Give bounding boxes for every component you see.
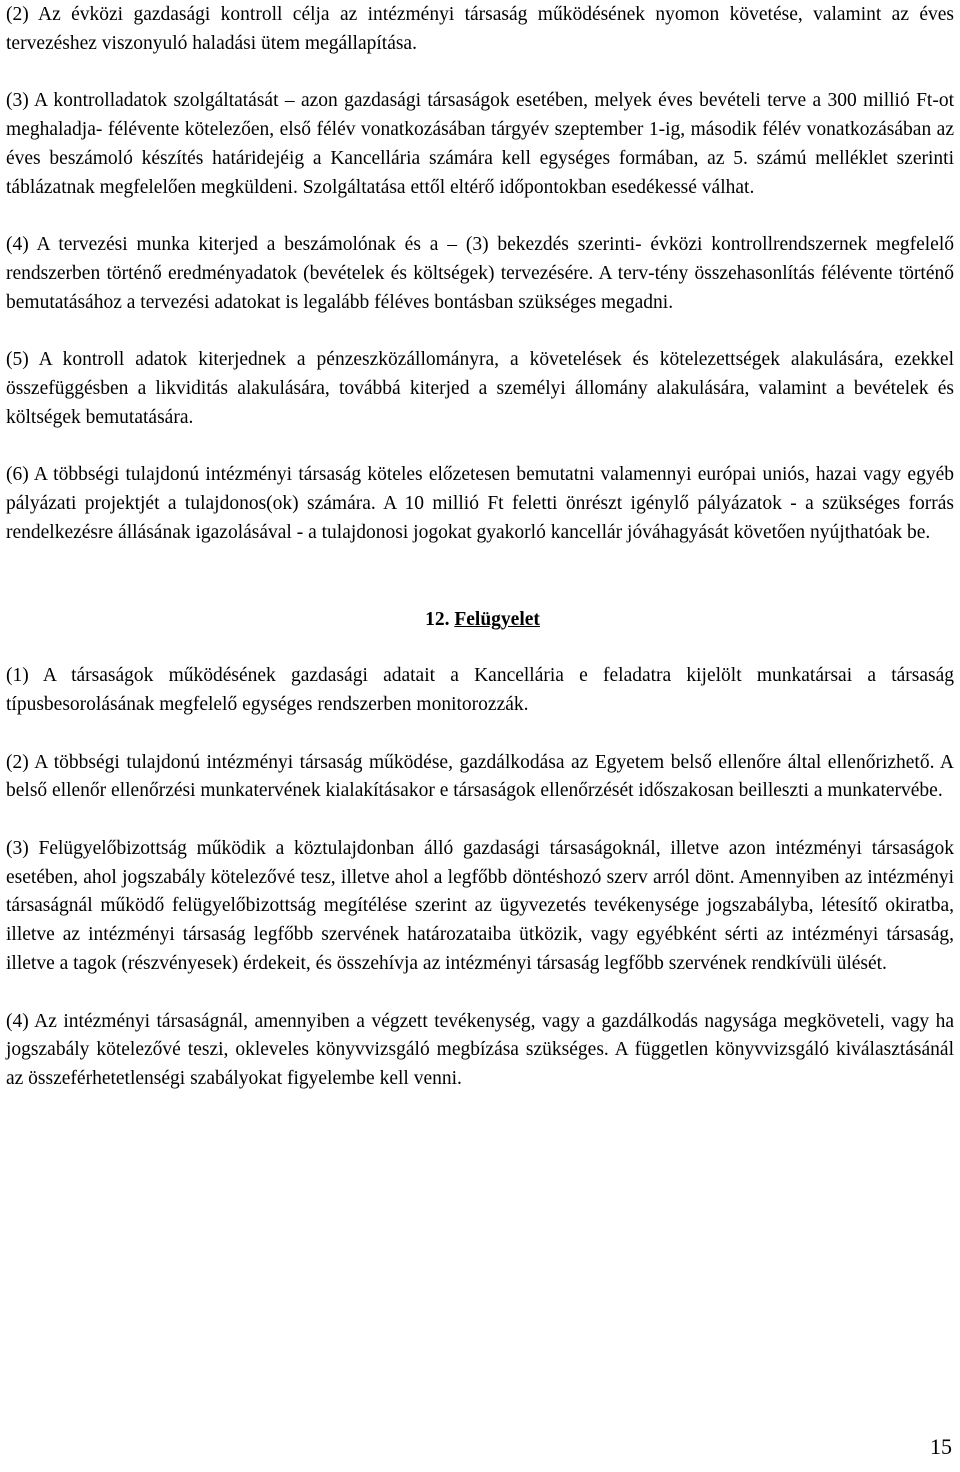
supervision-paragraph-1: (1) A társaságok működésének gazdasági adatait a Kancellária e feladatra kijelölt munkatársai a társaság típusbesorolásának megfelelő egységes rendszerben monitorozzák. xyxy=(6,665,954,715)
paragraph-3-control-data: (3) A kontrolladatok szolgáltatását – azon gazdasági társaságok esetében, melyek éves bevételi terve a 300 millió Ft-ot meghaladja- félévente kötelezően, első félév vonatkozásában tárgyév szeptember 1-ig, második félév vonatkozásában az éves beszámoló készítés határidejéig a Kancellária számára kell egységes formában, az 5. számú melléklet szerinti táblázatnak megfelelően megküldeni. Szolgáltatása ettől eltérő időpontokban esedékessé válhat. xyxy=(6,90,954,198)
supervision-paragraph-3: (3) Felügyelőbizottság működik a köztulajdonban álló gazdasági társaságoknál, illetve azon intézményi társaságok esetében, ahol jogszabály kötelezővé tesz, illetve ahol a legfőbb döntéshozó szerv arról dönt. Amennyiben az intézményi társaságnál működő felügyelőbizottság megítélése szerint az ügyvezetés tevékenysége jogszabályba, létesítő okiratba, illetve az intézményi társaság legfőbb szervének határozataiba ütközik, vagy egyébként sérti az intézményi társaság, illetve a tagok (részvényesek) érdekeit, és összehívja az intézményi társaság legfőbb szervének rendkívüli ülését. xyxy=(6,838,954,974)
page-number: 15 xyxy=(930,1434,952,1459)
paragraph-5-control-scope: (5) A kontroll adatok kiterjednek a pénzeszközállományra, a követelések és kötelezettségek alakulására, ezekkel összefüggésben a likviditás alakulására, továbbá kiterjed a személyi állomány alakulására, valamint a bevételek és költségek bemutatására. xyxy=(6,349,954,428)
supervision-paragraph-4: (4) Az intézményi társaságnál, amennyiben a végzett tevékenység, vagy a gazdálkodás nagysága megköveteli, vagy ha jogszabály kötelezővé teszi, okleveles könyvvizsgáló megbízása szükséges. A független könyvvizsgáló kiválasztásánál az összeférhetetlenségi szabályokat figyelembe kell venni. xyxy=(6,1010,954,1089)
paragraph-6-projects: (6) A többségi tulajdonú intézményi társaság köteles előzetesen bemutatni valamennyi európai uniós, hazai vagy egyéb pályázati projektjét a tulajdonos(ok) számára. A 10 millió Ft feletti önrészt igénylő pályázatok - a szükséges forrás rendelkezésre állásának igazolásával - a tulajdonosi jogokat gyakorló kancellár jóváhagyását követően nyújthatóak be. xyxy=(6,464,954,543)
section-number: 12. xyxy=(425,608,450,630)
paragraph-4-planning: (4) A tervezési munka kiterjed a beszámolónak és a – (3) bekezdés szerinti- évközi kontrollrendszernek megfelelő rendszerben történő eredményadatok (bevételek és költségek) tervezésére. A terv-tény összehasonlítás félévente történő bemutatásához a tervezési adatokat is legalább féléves bontásban szükséges megadni. xyxy=(6,234,954,313)
section-title: Felügyelet xyxy=(454,608,540,630)
supervision-paragraph-2: (2) A többségi tulajdonú intézményi társaság működése, gazdálkodása az Egyetem belső ellenőre által ellenőrizhető. A belső ellenőr ellenőrzési munkatervének kialakításakor e társaságok ellenőrzését időszakosan beilleszti a munkatervébe. xyxy=(6,751,954,802)
section-heading xyxy=(6,606,954,635)
paragraph-2-controlling-goal: (2) Az évközi gazdasági kontroll célja az intézményi társaság működésének nyomon követése, valamint az éves tervezéshez viszonyuló haladási ütem megállapítása. xyxy=(6,4,954,54)
document-body xyxy=(6,1,954,1123)
